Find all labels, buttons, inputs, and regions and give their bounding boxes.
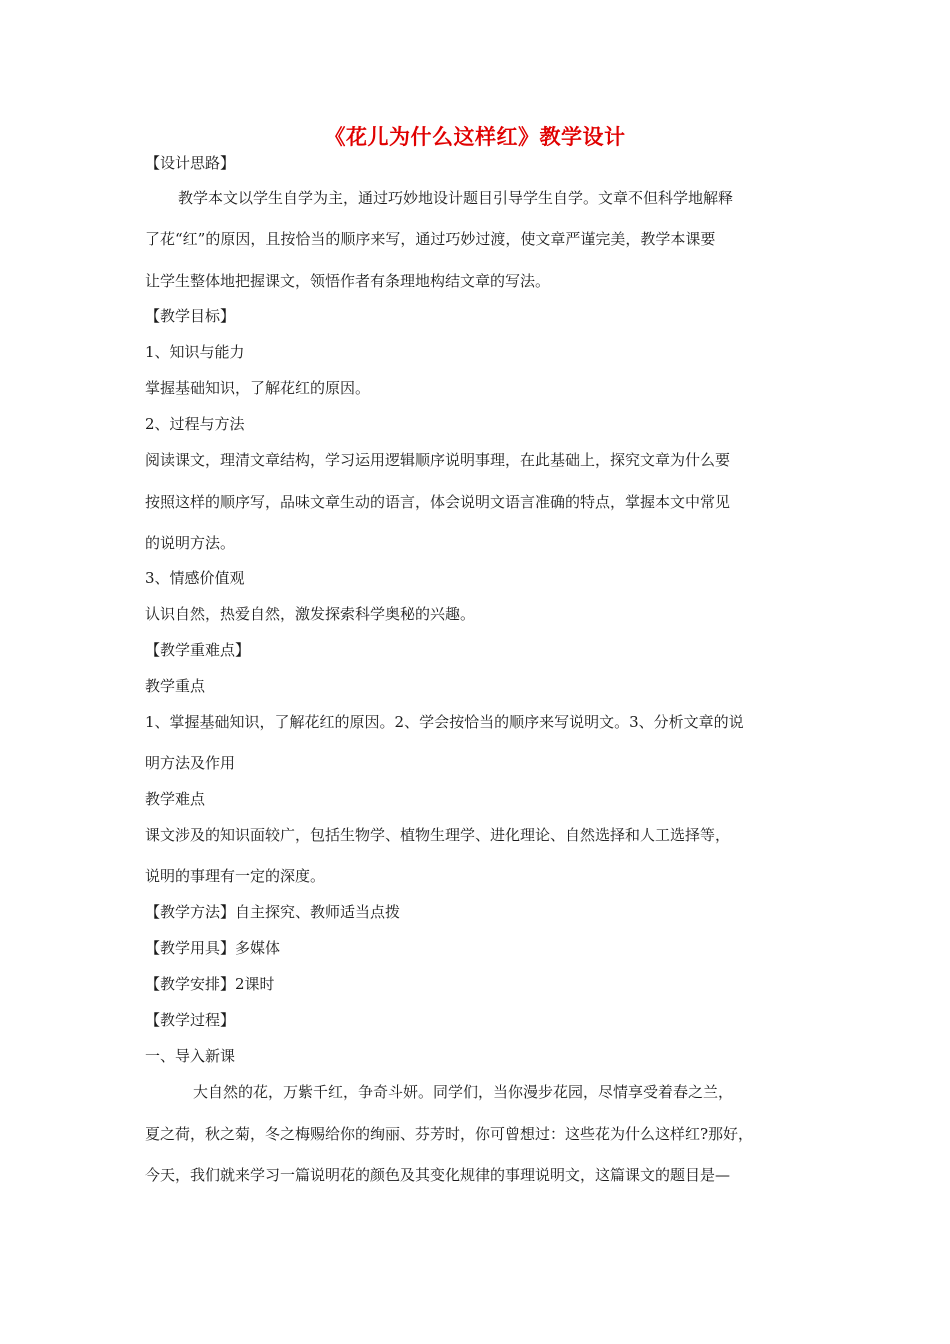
document-title: 《花儿为什么这样红》教学设计 [324, 124, 626, 149]
paragraph-line: 按照这样的顺序写，品味文章生动的语言，体会说明文语言准确的特点，掌握本文中常见 [145, 493, 731, 511]
paragraph-line: 今天，我们就来学习一篇说明花的颜色及其变化规律的事理说明文，这篇课文的题目是— [145, 1166, 731, 1184]
subheading: 教学重点 [145, 677, 206, 695]
paragraph-line: 阅读课文，理清文章结构，学习运用逻辑顺序说明事理，在此基础上，探究文章为什么要 [145, 451, 731, 469]
section-heading-tools: 【教学用具】多媒体 [145, 939, 281, 957]
section-heading-design-idea: 【设计思路】 [145, 154, 236, 172]
paragraph-line: 1、掌握基础知识，了解花红的原因。2、学会按恰当的顺序来写说明文。3、分析文章的说 [145, 713, 744, 731]
paragraph-line: 认识自然，热爱自然，激发探索科学奥秘的兴趣。 [145, 605, 476, 623]
subheading: 1、知识与能力 [145, 343, 245, 361]
paragraph-line: 掌握基础知识，了解花红的原因。 [145, 379, 371, 397]
paragraph-line: 说明的事理有一定的深度。 [145, 867, 326, 885]
section-heading-method: 【教学方法】自主探究、教师适当点拨 [145, 903, 401, 921]
section-heading-schedule: 【教学安排】2课时 [145, 975, 275, 993]
section-heading-goals: 【教学目标】 [145, 307, 236, 325]
section-heading-key-points: 【教学重难点】 [145, 641, 251, 659]
paragraph-line: 课文涉及的知识面较广，包括生物学、植物生理学、进化理论、自然选择和人工选择等， [145, 826, 731, 844]
subheading: 一、导入新课 [145, 1047, 236, 1065]
section-heading-process: 【教学过程】 [145, 1011, 236, 1029]
subheading: 3、情感价值观 [145, 569, 245, 587]
subheading: 教学难点 [145, 790, 206, 808]
paragraph-line: 的说明方法。 [145, 534, 236, 552]
paragraph-line: 教学本文以学生自学为主，通过巧妙地设计题目引导学生自学。文章不但科学地解释 [178, 189, 734, 207]
paragraph-line: 夏之荷，秋之菊，冬之梅赐给你的绚丽、芬芳时，你可曾想过：这些花为什么这样红?那好， [145, 1125, 754, 1143]
paragraph-line: 让学生整体地把握课文，领悟作者有条理地构结文章的写法。 [145, 272, 551, 290]
paragraph-line: 大自然的花，万紫千红，争奇斗妍。同学们，当你漫步花园，尽情享受着春之兰， [193, 1083, 734, 1101]
paragraph-line: 明方法及作用 [145, 754, 236, 772]
subheading: 2、过程与方法 [145, 415, 245, 433]
paragraph-line: 了花“红”的原因，且按恰当的顺序来写，通过巧妙过渡，使文章严谨完美，教学本课要 [145, 230, 716, 248]
